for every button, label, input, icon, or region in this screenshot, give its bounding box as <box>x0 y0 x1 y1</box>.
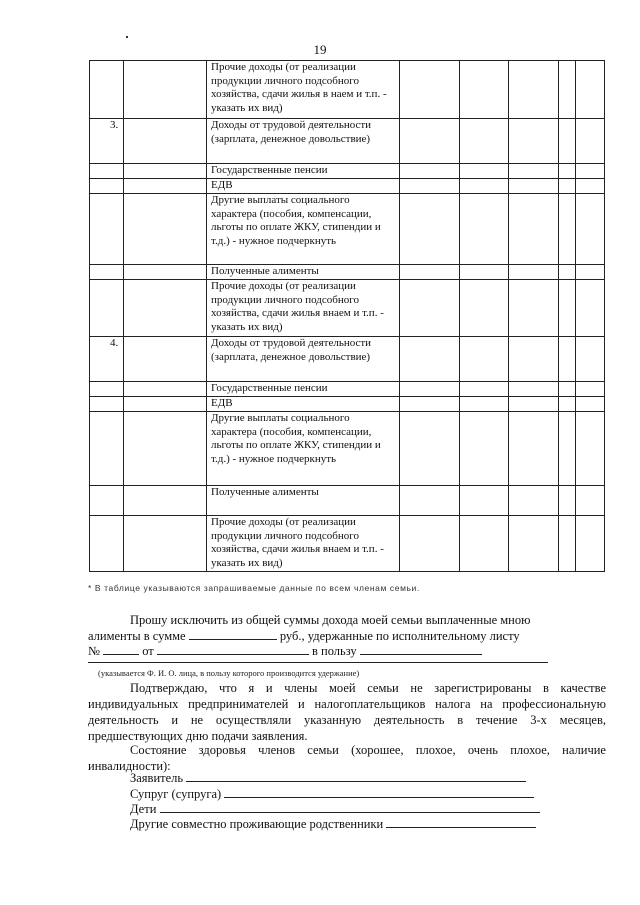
member-cell[interactable] <box>124 179 207 194</box>
member-cell[interactable] <box>124 119 207 164</box>
table-row <box>90 280 605 337</box>
applicant-label: Заявитель <box>130 771 184 785</box>
alimony-sum-label: алименты в сумме <box>88 629 186 643</box>
beneficiary-label: в пользу <box>312 644 357 658</box>
amount-cell[interactable] <box>559 280 576 337</box>
children-field[interactable] <box>160 801 540 813</box>
amount-cell[interactable] <box>509 397 559 412</box>
income-type-cell: Полученные алименты <box>207 486 400 516</box>
table-row <box>90 337 605 382</box>
amount-cell[interactable] <box>576 194 605 265</box>
amount-cell[interactable] <box>460 397 509 412</box>
amount-cell[interactable] <box>460 265 509 280</box>
amount-cell[interactable] <box>400 280 460 337</box>
amount-cell[interactable] <box>460 516 509 572</box>
amount-cell[interactable] <box>460 119 509 164</box>
member-cell[interactable] <box>124 382 207 397</box>
scan-speck <box>126 36 128 38</box>
amount-cell[interactable] <box>400 265 460 280</box>
member-cell[interactable] <box>124 194 207 265</box>
member-cell[interactable] <box>124 337 207 382</box>
amount-cell[interactable] <box>559 397 576 412</box>
income-type-cell: ЕДВ <box>207 179 400 194</box>
amount-cell[interactable] <box>509 119 559 164</box>
row-number-cell <box>90 397 124 412</box>
amount-cell[interactable] <box>559 382 576 397</box>
income-type-cell: Другие выплаты социального характера (пособия, компенсации, льготы по оплате ЖКУ, стипендии и т.д.) - нужное подчеркнуть <box>207 194 400 265</box>
amount-cell[interactable] <box>576 265 605 280</box>
amount-cell[interactable] <box>559 61 576 119</box>
writ-date-field[interactable] <box>157 643 309 655</box>
amount-cell[interactable] <box>509 412 559 486</box>
amount-cell[interactable] <box>509 337 559 382</box>
amount-cell[interactable] <box>400 516 460 572</box>
amount-cell[interactable] <box>559 516 576 572</box>
member-cell[interactable] <box>124 61 207 119</box>
amount-cell[interactable] <box>559 164 576 179</box>
request-line-1: Прошу исключить из общей суммы дохода моей семьи выплаченные мною <box>130 613 531 627</box>
spouse-label: Супруг (супруга) <box>130 787 222 801</box>
amount-cell[interactable] <box>400 61 460 119</box>
amount-cell[interactable] <box>576 280 605 337</box>
income-type-cell: Государственные пенсии <box>207 382 400 397</box>
writ-number-label: № <box>88 644 100 658</box>
amount-cell[interactable] <box>576 486 605 516</box>
children-row <box>130 801 540 817</box>
row-number-cell: 3. <box>90 119 124 164</box>
amount-cell[interactable] <box>559 486 576 516</box>
amount-cell[interactable] <box>559 337 576 382</box>
request-line-2 <box>88 628 608 644</box>
table-row <box>90 412 605 486</box>
beneficiary-note: (указывается Ф. И. О. лица, в пользу которого производится удержание) <box>98 668 360 678</box>
income-type-cell: Полученные алименты <box>207 265 400 280</box>
amount-cell[interactable] <box>460 337 509 382</box>
amount-cell[interactable] <box>509 280 559 337</box>
row-number-cell <box>90 486 124 516</box>
writ-date-label: от <box>142 644 154 658</box>
amount-cell[interactable] <box>559 194 576 265</box>
member-cell[interactable] <box>124 397 207 412</box>
applicant-row <box>130 770 526 786</box>
amount-cell[interactable] <box>576 382 605 397</box>
income-type-cell: Прочие доходы (от реализации продукции личного подсобного хозяйства, сдачи жилья внаем и т.п. - указать их вид) <box>207 280 400 337</box>
amount-cell[interactable] <box>509 164 559 179</box>
children-label: Дети <box>130 802 157 816</box>
income-table <box>89 60 605 572</box>
amount-cell[interactable] <box>576 516 605 572</box>
row-number-cell <box>90 280 124 337</box>
table-row <box>90 194 605 265</box>
amount-cell[interactable] <box>400 179 460 194</box>
row-number-cell <box>90 382 124 397</box>
amount-cell[interactable] <box>576 397 605 412</box>
income-type-cell: Государственные пенсии <box>207 164 400 179</box>
spouse-field[interactable] <box>224 786 534 798</box>
amount-cell[interactable] <box>509 194 559 265</box>
alimony-rub-label: руб., удержанные по исполнительному листу <box>279 629 520 643</box>
income-type-cell: ЕДВ <box>207 397 400 412</box>
amount-cell[interactable] <box>576 412 605 486</box>
table-footnote: * В таблице указываются запрашиваемые данные по всем членам семьи. <box>88 583 420 593</box>
amount-cell[interactable] <box>559 179 576 194</box>
row-number-cell <box>90 179 124 194</box>
beneficiary-name-line[interactable] <box>88 662 548 663</box>
amount-cell[interactable] <box>509 516 559 572</box>
table-row <box>90 265 605 280</box>
row-number-cell <box>90 194 124 265</box>
row-number-cell <box>90 61 124 119</box>
amount-cell[interactable] <box>509 265 559 280</box>
beneficiary-field[interactable] <box>360 643 482 655</box>
amount-cell[interactable] <box>460 382 509 397</box>
amount-cell[interactable] <box>509 382 559 397</box>
amount-cell[interactable] <box>460 194 509 265</box>
relatives-label: Другие совместно проживающие родственники <box>130 817 384 831</box>
amount-cell[interactable] <box>460 164 509 179</box>
page-number: 19 <box>313 42 327 57</box>
member-cell[interactable] <box>124 412 207 486</box>
income-type-cell: Доходы от трудовой деятельности (зарплата, денежное довольствие) <box>207 119 400 164</box>
income-type-cell: Доходы от трудовой деятельности (зарплата, денежное довольствие) <box>207 337 400 382</box>
amount-cell[interactable] <box>400 119 460 164</box>
writ-number-field[interactable] <box>103 643 139 655</box>
row-number-cell <box>90 164 124 179</box>
amount-cell[interactable] <box>509 486 559 516</box>
row-number-cell: 4. <box>90 337 124 382</box>
table-row <box>90 119 605 164</box>
table-row <box>90 486 605 516</box>
amount-cell[interactable] <box>576 337 605 382</box>
amount-cell[interactable] <box>576 179 605 194</box>
amount-cell[interactable] <box>400 412 460 486</box>
confirmation-paragraph: Подтверждаю, что я и члены моей семьи не зарегистрированы в качестве индивидуальных предпринимателей и налогоплательщиков налога на профессиональную деятельность и не осуществляли указанную деятельность в течение 3-х месяцев, предшествующих дню подачи заявления. <box>88 681 606 743</box>
amount-cell[interactable] <box>400 164 460 179</box>
amount-cell[interactable] <box>576 164 605 179</box>
amount-cell[interactable] <box>559 412 576 486</box>
table-row <box>90 61 605 119</box>
member-cell[interactable] <box>124 486 207 516</box>
table-row <box>90 397 605 412</box>
amount-cell[interactable] <box>460 61 509 119</box>
table-row <box>90 382 605 397</box>
health-paragraph: Состояние здоровья членов семьи (хорошее, плохое, очень плохое, наличие инвалидности): <box>88 743 606 773</box>
row-number-cell <box>90 516 124 572</box>
alimony-sum-field[interactable] <box>189 628 277 640</box>
amount-cell[interactable] <box>576 119 605 164</box>
request-line-3 <box>88 643 608 659</box>
amount-cell[interactable] <box>460 280 509 337</box>
amount-cell[interactable] <box>509 61 559 119</box>
amount-cell[interactable] <box>400 397 460 412</box>
amount-cell[interactable] <box>460 179 509 194</box>
spouse-row <box>130 786 534 802</box>
amount-cell[interactable] <box>576 61 605 119</box>
income-type-cell: Прочие доходы (от реализации продукции личного подсобного хозяйства, сдачи жилья в наем и т.п. - указать их вид) <box>207 61 400 119</box>
amount-cell[interactable] <box>460 412 509 486</box>
amount-cell[interactable] <box>400 382 460 397</box>
amount-cell[interactable] <box>559 265 576 280</box>
member-cell[interactable] <box>124 516 207 572</box>
row-number-cell <box>90 412 124 486</box>
amount-cell[interactable] <box>559 119 576 164</box>
amount-cell[interactable] <box>400 486 460 516</box>
amount-cell[interactable] <box>400 194 460 265</box>
member-cell[interactable] <box>124 164 207 179</box>
member-cell[interactable] <box>124 280 207 337</box>
amount-cell[interactable] <box>400 337 460 382</box>
table-row <box>90 179 605 194</box>
table-row <box>90 164 605 179</box>
row-number-cell <box>90 265 124 280</box>
relatives-field[interactable] <box>386 816 536 828</box>
member-cell[interactable] <box>124 265 207 280</box>
amount-cell[interactable] <box>509 179 559 194</box>
income-type-cell: Другие выплаты социального характера (пособия, компенсации, льготы по оплате ЖКУ, стипендии и т.д.) - нужное подчеркнуть <box>207 412 400 486</box>
applicant-field[interactable] <box>186 770 526 782</box>
table-row <box>90 516 605 572</box>
relatives-row <box>130 816 536 832</box>
amount-cell[interactable] <box>460 486 509 516</box>
income-type-cell: Прочие доходы (от реализации продукции личного подсобного хозяйства, сдачи жилья внаем и т.п. - указать их вид) <box>207 516 400 572</box>
